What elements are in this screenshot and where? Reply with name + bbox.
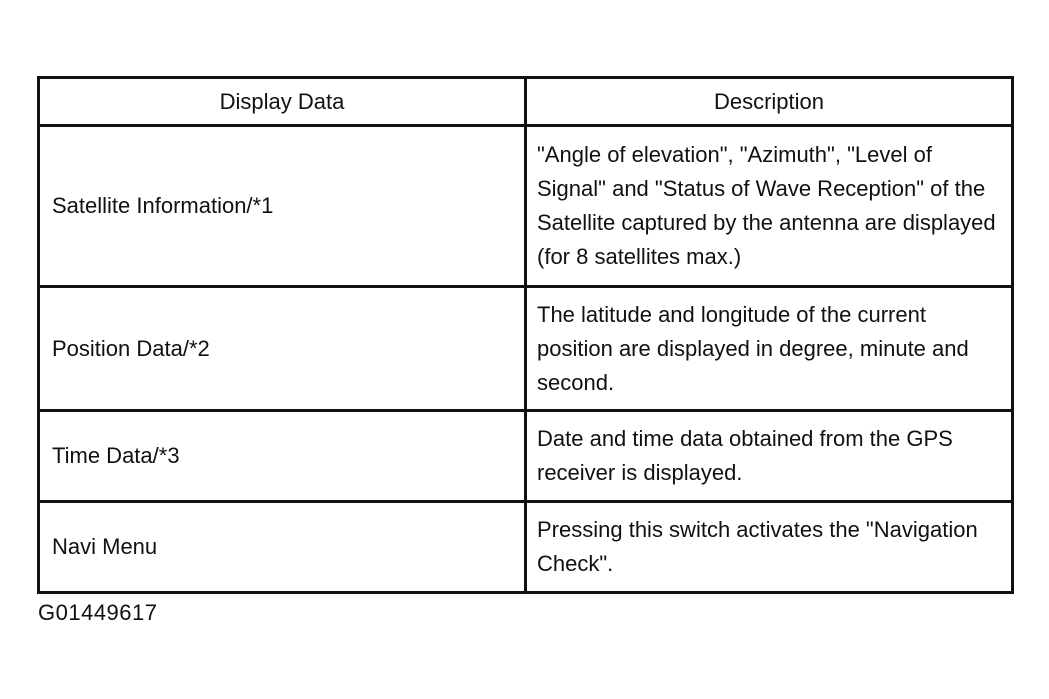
display-data-table xyxy=(37,76,1014,594)
row-description: "Angle of elevation", "Azimuth", "Level of Signal" and "Status of Wave Reception" of the Satellite captured by the antenna are displayed (for 8 satellites max.) xyxy=(526,126,1013,287)
header-display-data: Display Data xyxy=(39,78,526,126)
row-display-data: Position Data/*2 xyxy=(39,287,526,411)
table-row xyxy=(39,287,1013,411)
table-row xyxy=(39,411,1013,502)
row-description: Pressing this switch activates the "Navigation Check". xyxy=(526,502,1013,593)
table-row xyxy=(39,502,1013,593)
table-header-row xyxy=(39,78,1013,126)
row-display-data: Satellite Information/*1 xyxy=(39,126,526,287)
figure-id: G01449617 xyxy=(38,600,158,625)
table-row xyxy=(39,126,1013,287)
row-display-data: Time Data/*3 xyxy=(39,411,526,502)
header-description: Description xyxy=(526,78,1013,126)
row-display-data: Navi Menu xyxy=(39,502,526,593)
row-description: Date and time data obtained from the GPS receiver is displayed. xyxy=(526,411,1013,502)
row-description: The latitude and longitude of the current position are displayed in degree, minute and second. xyxy=(526,287,1013,411)
